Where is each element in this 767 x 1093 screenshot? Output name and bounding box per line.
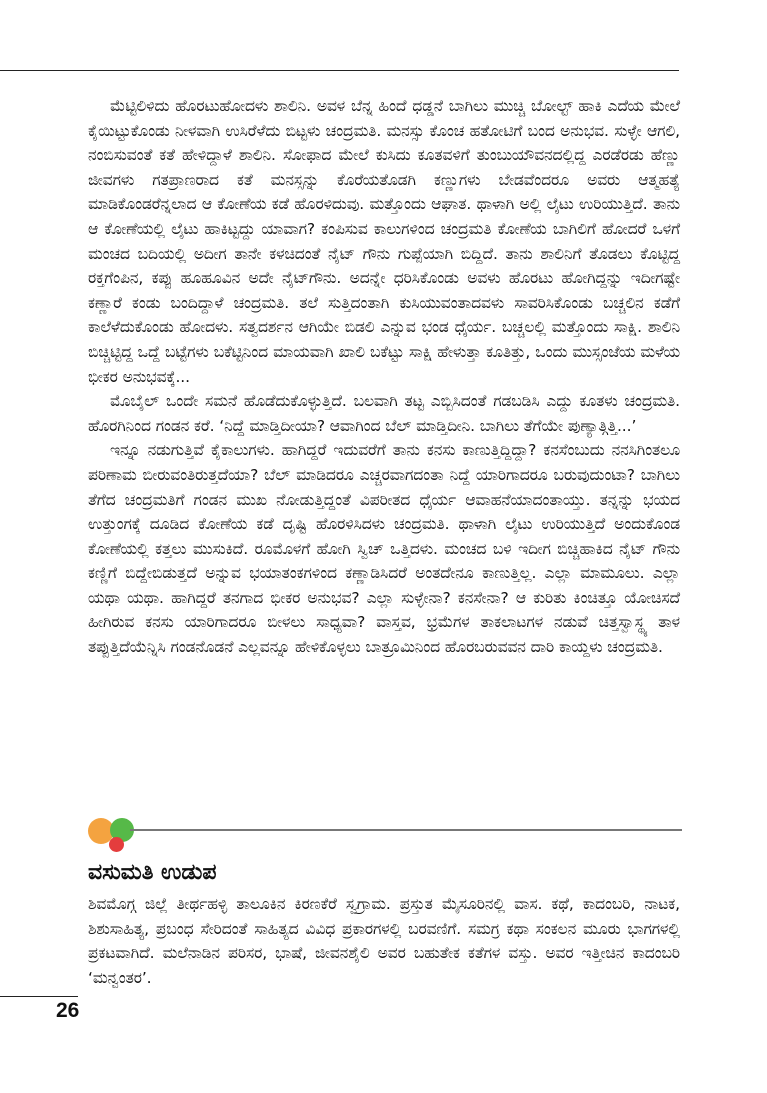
decorative-dots-icon: [84, 814, 144, 854]
author-bio: ಶಿವಮೊಗ್ಗ ಜಿಲ್ಲೆ ತೀರ್ಥಹಳ್ಳಿ ತಾಲೂಕಿನ ಕಿರಣಕೆರೆ ಸ್ವಗ್ರಾಮ. ಪ್ರಸ್ತುತ ಮೈಸೂರಿನಲ್ಲಿ ವಾಸ. ಕಥೆ, ಕಾದಂಬರಿ, ನಾಟಕ, ಶಿಶುಸಾಹಿತ್ಯ, ಪ್ರಬಂಧ ಸೇರಿದಂತೆ ಸಾಹಿತ್ಯದ ವಿವಿಧ ಪ್ರಕಾರಗಳಲ್ಲಿ ಬರವಣಿಗೆ. ಸಮಗ್ರ ಕಥಾ ಸಂಕಲನ ಮೂರು ಭಾಗಗಳಲ್ಲಿ ಪ್ರಕಟವಾಗಿದೆ. ಮಲೆನಾಡಿನ ಪರಿಸರ, ಭಾಷೆ, ಜೀವನಶೈಲಿ ಅವರ ಬಹುತೇಕ ಕತೆಗಳ ವಸ್ತು. ಅವರ ಇತ್ತೀಚಿನ ಕಾದಂಬರಿ ‘ಮನ್ವಂತರ’.: [88, 895, 680, 987]
story-paragraph: ಮೆಟ್ಟಿಲಿಳಿದು ಹೊರಟುಹೋದಳು ಶಾಲಿನಿ. ಅವಳ ಬೆನ್ನ ಹಿಂದೆ ಧಡ್ಡನೆ ಬಾಗಿಲು ಮುಚ್ಚಿ ಬೋಲ್ಟ್ ಹಾಕಿ ಎದೆಯ ಮೇಲೆ ಕೈಯಿಟ್ಟುಕೊಂಡು ನೀಳವಾಗಿ ಉಸಿರೆಳೆದು ಬಿಟ್ಟಳು ಚಂದ್ರಮತಿ. ಮನಸ್ಸು ಕೊಂಚ ಹತೋಟಿಗೆ ಬಂದ ಅನುಭವ. ಸುಳ್ಳೇ ಆಗಲಿ, ನಂಬಿಸುವಂತೆ ಕತೆ ಹೇಳಿದ್ದಾಳೆ ಶಾಲಿನಿ. ಸೋಫಾದ ಮೇಲೆ ಕುಸಿದು ಕೂತವಳಿಗೆ ತುಂಬುಯೌವನದಲ್ಲಿದ್ದ ಎರಡೆರಡು ಹೆಣ್ಣು ಜೀವಗಳು ಗತಪ್ರಾಣರಾದ ಕತೆ ಮನಸ್ಸನ್ನು ಕೊರೆಯತೊಡಗಿ ಕಣ್ಣುಗಳು ಬೇಡವೆಂದರೂ ಅವರು ಆತ್ಮಹತ್ಯೆ ಮಾಡಿಕೊಂಡರೆನ್ನಲಾದ ಆ ಕೋಣೆಯ ಕಡೆ ಹೊರಳಿದುವು. ಮತ್ತೊಂದು ಆಘಾತ. ಥಾಳಾಗಿ ಅಲ್ಲಿ ಲೈಟು ಉರಿಯುತ್ತಿದೆ. ತಾನು ಆ ಕೋಣೆಯಲ್ಲಿ ಲೈಟು ಹಾಕಿಟ್ಟದ್ದು ಯಾವಾಗ? ಕಂಪಿಸುವ ಕಾಲುಗಳಿಂದ ಚಂದ್ರಮತಿ ಕೋಣೆಯ ಬಾಗಿಲಿಗೆ ಹೋದರೆ ಒಳಗೆ ಮಂಚದ ಬದಿಯಲ್ಲಿ ಅದೀಗ ತಾನೇ ಕಳಚಿದಂತೆ ನೈಟ್ ಗೌನು ಗುಪ್ಪೆಯಾಗಿ ಬಿದ್ದಿದೆ. ತಾನು ಶಾಲಿನಿಗೆ ತೊಡಲು ಕೊಟ್ಟಿದ್ದ ರಕ್ತಗೆಂಪಿನ, ಕಪ್ಪು ಹೂಹೂವಿನ ಅದೇ ನೈಟ್‌ಗೌನು. ಅದನ್ನೇ ಧರಿಸಿಕೊಂಡು ಅವಳು ಹೊರಟು ಹೋಗಿದ್ದನ್ನು ಇದೀಗಷ್ಟೇ ಕಣ್ಣಾರೆ ಕಂಡು ಬಂದಿದ್ದಾಳೆ ಚಂದ್ರಮತಿ. ತಲೆ ಸುತ್ತಿದಂತಾಗಿ ಕುಸಿಯುವಂತಾದವಳು ಸಾವರಿಸಿಕೊಂಡು ಬಚ್ಚಲಿನ ಕಡೆಗೆ ಕಾಲೆಳೆದುಕೊಂಡು ಹೋದಳು. ಸತ್ವದರ್ಶನ ಆಗಿಯೇ ಬಿಡಲಿ ಎನ್ನುವ ಭಂಡ ಧೈರ್ಯ. ಬಚ್ಚಲಲ್ಲಿ ಮತ್ತೊಂದು ಸಾಕ್ಷಿ. ಶಾಲಿನಿ ಬಿಚ್ಚಿಟ್ಟಿದ್ದ ಒದ್ದೆ ಬಟ್ಟೆಗಳು ಬಕೆಟ್ಟಿನಿಂದ ಮಾಯವಾಗಿ ಖಾಲಿ ಬಕೆಟ್ಟು ಸಾಕ್ಷಿ ಹೇಳುತ್ತಾ ಕೂತಿತ್ತು, ಒಂದು ಮುಸ್ಸಂಜೆಯ ಮಳೆಯ ಭೀಕರ ಅನುಭವಕ್ಕೆ...: [88, 97, 680, 386]
story-paragraph: ಇನ್ನೂ ನಡುಗುತ್ತಿವೆ ಕೈಕಾಲುಗಳು. ಹಾಗಿದ್ದರೆ ಇದುವರೆಗೆ ತಾನು ಕನಸು ಕಾಣುತ್ತಿದ್ದಿದ್ದಾ? ಕನಸೆಂಬುದು ನನಸಿಗಿಂತಲೂ ಪರಿಣಾಮ ಬೀರುವಂತಿರುತ್ತದೆಯಾ? ಬೆಲ್ ಮಾಡಿದರೂ ಎಚ್ಚರವಾಗದಂತಾ ನಿದ್ದೆ ಯಾರಿಗಾದರೂ ಬರುವುದುಂಟಾ? ಬಾಗಿಲು ತೆಗೆದ ಚಂದ್ರಮತಿಗೆ ಗಂಡನ ಮುಖ ನೋಡುತ್ತಿದ್ದಂತೆ ವಿಪರೀತದ ಧೈರ್ಯ ಆವಾಹನೆಯಾದಂತಾಯ್ತು. ತನ್ನನ್ನು ಭಯದ ಉತ್ತುಂಗಕ್ಕೆ ದೂಡಿದ ಕೋಣೆಯ ಕಡೆ ದೃಷ್ಟಿ ಹೊರಳಿಸಿದಳು ಚಂದ್ರಮತಿ. ಥಾಳಾಗಿ ಲೈಟು ಉರಿಯುತ್ತಿದೆ ಅಂದುಕೊಂಡ ಕೋಣೆಯಲ್ಲಿ ಕತ್ತಲು ಮುಸುಕಿದೆ. ರೂಮೊಳಗೆ ಹೋಗಿ ಸ್ವಿಚ್ ಒತ್ತಿದಳು. ಮಂಚದ ಬಳಿ ಇದೀಗ ಬಿಚ್ಚಿಹಾಕಿದ ನೈಟ್ ಗೌನು ಕಣ್ಣಿಗೆ ಬಿದ್ದೇಬಿಡುತ್ತದೆ ಅನ್ನುವ ಭಯಾತಂಕಗಳಿಂದ ಕಣ್ಣಾಡಿಸಿದರೆ ಅಂತದೇನೂ ಕಾಣುತ್ತಿಲ್ಲ. ಎಲ್ಲಾ ಮಾಮೂಲು. ಎಲ್ಲಾ ಯಥಾ ಯಥಾ. ಹಾಗಿದ್ದರೆ ತನಗಾದ ಭೀಕರ ಅನುಭವ? ಎಲ್ಲಾ ಸುಳ್ಳೇನಾ? ಕನಸೇನಾ? ಆ ಕುರಿತು ಕಿಂಚಿತ್ತೂ ಯೋಚಿಸದೆ ಹೀಗಿರುವ ಕನಸು ಯಾರಿಗಾದರೂ ಬೀಳಲು ಸಾಧ್ಯವಾ? ವಾಸ್ತವ, ಭ್ರಮೆಗಳ ತಾಕಲಾಟಗಳ ನಡುವೆ ಚಿತ್ತಸ್ವಾಸ್ಥ್ಯ ತಾಳ ತಪ್ಪುತ್ತಿದೆಯೆನ್ನಿಸಿ ಗಂಡನೊಡನೆ ಎಲ್ಲವನ್ನೂ ಹೇಳಿಕೊಳ್ಳಲು ಬಾತ್ರೂಮಿನಿಂದ ಹೊರಬರುವವನ ದಾರಿ ಕಾಯ್ದಳು ಚಂದ್ರಮತಿ.: [88, 441, 680, 657]
story-text: [88, 94, 680, 660]
section-divider: [84, 814, 682, 854]
author-name: ವಸುಮತಿ ಉಡುಪ: [88, 860, 217, 885]
top-rule: [0, 70, 679, 71]
story-paragraph: ಮೊಬೈಲ್ ಒಂದೇ ಸಮನೆ ಹೊಡೆದುಕೊಳ್ಳುತ್ತಿದೆ. ಬಲವಾಗಿ ತಟ್ಟ ಎಬ್ಬಿಸಿದಂತೆ ಗಡಬಡಿಸಿ ಎದ್ದು ಕೂತಳು ಚಂದ್ರಮತಿ. ಹೊರಗಿನಿಂದ ಗಂಡನ ಕರೆ. ‘ನಿದ್ದೆ ಮಾಡ್ತಿದೀಯಾ? ಆವಾಗಿಂದ ಬೆಲ್ ಮಾಡ್ತಿದೀನಿ. ಬಾಗಿಲು ತೆಗೆಯೇ ಪುಣ್ಯಾತ್ಗಿತ್ತಿ...’: [88, 392, 680, 435]
red-dot: [109, 837, 124, 852]
divider-line: [130, 829, 682, 831]
page-number: 26: [56, 999, 80, 1022]
folio-rule: [0, 996, 78, 997]
